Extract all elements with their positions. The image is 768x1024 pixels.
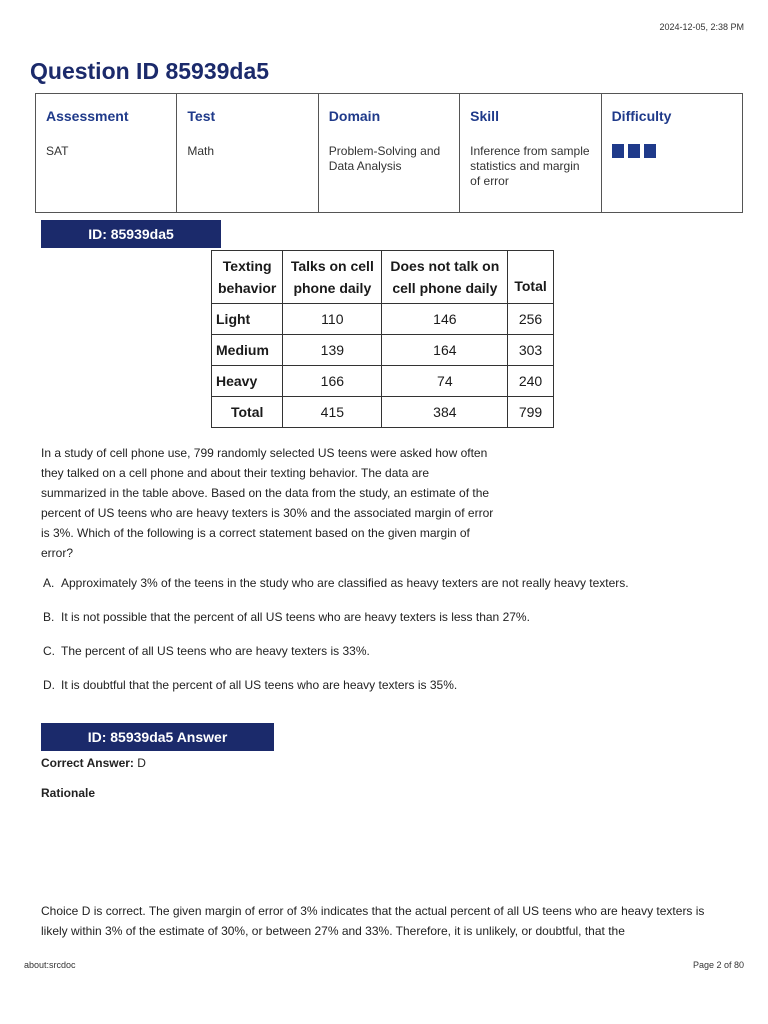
question-meta-table: [35, 93, 743, 213]
correct-answer: [41, 756, 146, 770]
table-cell: 110: [283, 304, 382, 335]
choice-a: [43, 573, 743, 607]
question-text: In a study of cell phone use, 799 randomly selected US teens were asked how often they talked on a cell phone and about their texting behavior. The data are summarized in the table above. Based on the data from the study, an estimate of the percent of US teens who are heavy texters is 30% and the associated margin of error is 3%. Which of the following is a correct statement based on the given margin of error?: [41, 446, 494, 560]
table-cell: 303: [508, 335, 553, 366]
table-cell: 74: [382, 366, 508, 397]
choice-letter: A.: [43, 576, 55, 590]
print-timestamp: 2024-12-05, 2:38 PM: [659, 22, 744, 32]
table-cell: 166: [283, 366, 382, 397]
table-header: Texting behavior: [212, 251, 283, 304]
page-title: Question ID 85939da5: [30, 58, 270, 84]
table-cell: 415: [283, 397, 382, 428]
table-row: [212, 304, 554, 335]
row-label: Light: [212, 304, 283, 335]
assessment-value: SAT: [46, 144, 69, 158]
table-header: Talks on cell phone daily: [283, 251, 382, 304]
skill-cell: [460, 94, 601, 213]
page-number: Page 2 of 80: [692, 960, 744, 970]
difficulty-bar: [644, 144, 656, 158]
choice-letter: C.: [43, 644, 55, 658]
table-row: [212, 366, 554, 397]
choice-letter: D.: [43, 678, 55, 692]
table-cell: 384: [382, 397, 508, 428]
choice-text: The percent of all US teens who are heavy texters is 33%.: [61, 644, 370, 658]
difficulty-label: Difficulty: [611, 108, 672, 124]
assessment-label: Assessment: [46, 108, 129, 124]
row-label: Medium: [212, 335, 283, 366]
choice-b: [43, 607, 743, 641]
test-cell: [177, 94, 318, 213]
table-cell: 240: [508, 366, 553, 397]
table-cell: 139: [283, 335, 382, 366]
correct-answer-value: D: [137, 756, 146, 770]
difficulty-bar: [612, 144, 624, 158]
skill-value: Inference from sample statistics and margin of error: [470, 144, 590, 188]
choice-d: [43, 675, 743, 709]
row-label: Total: [212, 397, 283, 428]
domain-cell: [318, 94, 459, 213]
table-cell: 146: [382, 304, 508, 335]
table-row: [212, 397, 554, 428]
rationale-text: Choice D is correct. The given margin of error of 3% indicates that the actual percent of all US teens who are heavy texters is likely within 3% of the estimate of 30%, or between 27% and 33%. Therefore, it is unlikely, or doubtful, that the: [41, 904, 705, 938]
difficulty-cell: [601, 94, 742, 213]
table-cell: 256: [508, 304, 553, 335]
table-header: Total: [508, 251, 553, 304]
choice-c: [43, 641, 743, 675]
choice-letter: B.: [43, 610, 55, 624]
table-cell: 799: [508, 397, 553, 428]
domain-value: Problem-Solving and Data Analysis: [328, 144, 441, 173]
correct-answer-label: Correct Answer:: [41, 756, 134, 770]
texting-data-table: [211, 250, 554, 428]
table-cell: 164: [382, 335, 508, 366]
difficulty-indicator: [612, 144, 732, 158]
question-id-banner: ID: 85939da5: [41, 220, 221, 248]
answer-choices: [43, 573, 743, 709]
test-value: Math: [187, 144, 215, 158]
choice-text: It is not possible that the percent of all US teens who are heavy texters is less than 27%.: [61, 610, 530, 624]
assessment-cell: [36, 94, 177, 213]
domain-label: Domain: [328, 108, 381, 124]
skill-label: Skill: [470, 108, 499, 124]
rationale-heading: Rationale: [41, 786, 96, 800]
answer-id-banner: ID: 85939da5 Answer: [41, 723, 274, 751]
footer-url: about:srcdoc: [24, 960, 76, 970]
table-row: [212, 335, 554, 366]
choice-text: It is doubtful that the percent of all US teens who are heavy texters is 35%.: [61, 678, 458, 692]
row-label: Heavy: [212, 366, 283, 397]
table-header: Does not talk on cell phone daily: [382, 251, 508, 304]
difficulty-bar: [628, 144, 640, 158]
test-label: Test: [187, 108, 216, 124]
choice-text: Approximately 3% of the teens in the study who are classified as heavy texters are not really heavy texters.: [61, 576, 629, 590]
